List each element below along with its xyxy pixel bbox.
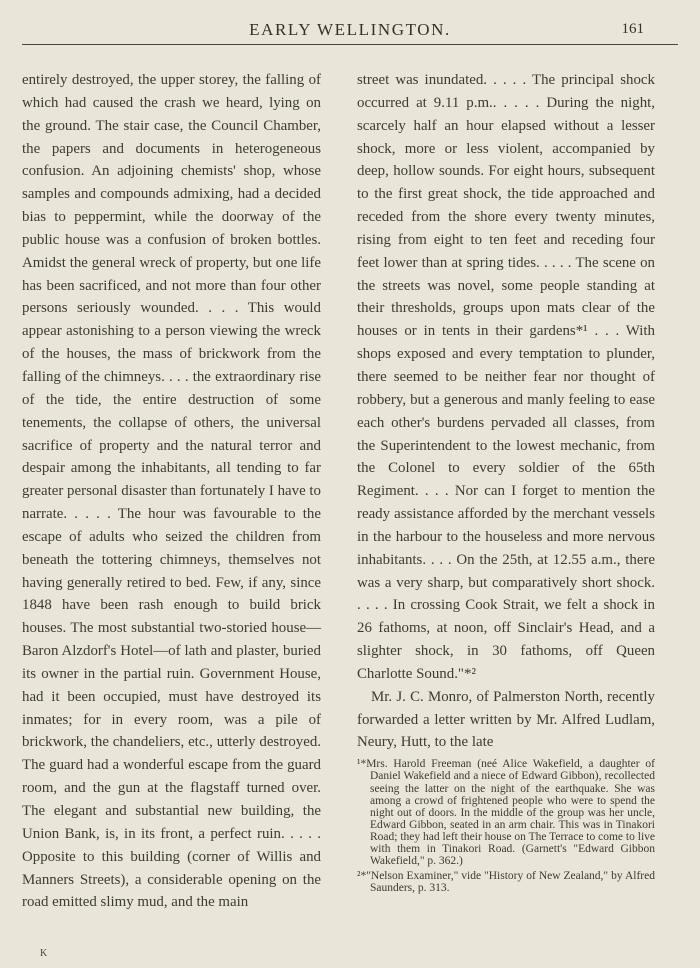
right-paragraph-1: street was inundated. . . . . The principal shock occurred at 9.11 p.m.. . . . . During the night, scarcely half an hour elapsed without a lesser shock, more or less violent, accompanied by deep, hollow sounds. For eight hours, subsequent to the first great shock, the tide approached and receded from the shore every twenty minutes, rising from eight to ten feet and receding four feet lower than at spring tides. . . . . The scene on the streets was novel, some people standing at their thresholds, groups upon mats clear of the houses or in tents in their gardens*¹ . . . With shops exposed and every temptation to plunder, there seemed to be neither fear nor thought of robbery, but a generous and manly feeling to ease each other's burdens pervaded all classes, from the Superintendent to the lowest mechanic, from the Colonel to every soldier of the 65th Regiment. . . . Nor can I forget to mention the ready assistance afforded by the merchant vessels in the harbour to the houseless and more nervous inhabitants. . . . On the 25th, at 12.55 a.m., there was a very sharp, but comparatively short shock. . . . . In crossing Cook Strait, we felt a shock in 26 fathoms, at noon, off Sinclair's Head, and a slighter shock, in 30 fathoms, off Queen Charlotte Sound."*² [357, 72, 655, 682]
page-number: 161 [621, 21, 644, 37]
signature-mark: K [40, 948, 48, 959]
left-column [22, 69, 321, 914]
running-head: EARLY WELLINGTON. [249, 20, 451, 39]
footnote-2: ²*"Nelson Examiner," vide "History of New Zealand," by Alfred Saunders, p. 313. [357, 870, 655, 895]
left-column-text: entirely destroyed, the upper storey, the falling of which had caused the crash we heard, lying on the ground. The stair case, the Council Chamber, the papers and documents in heterogeneous confusion. An adjoining chemists' shop, whose samples and compounds admixing, had a decided bias to peppermint, while the doorway of the public house was a confusion of broken bottles. Amidst the general wreck of property, but one life has been sacrificed, and not more than four other persons seriously wounded. . . . This would appear astonishing to a person viewing the wreck of the houses, the mass of brickwork from the falling of the chimneys. . . . the extraordinary rise of the tide, the entire destruction of some tenements, the collapse of others, the universal sacrifice of property and the natural terror and despair among the inhabitants, all tending to far greater personal disaster than fortunately I have to narrate. . . . . The hour was favourable to the escape of adults who seized the children from beneath the tottering chimneys, themselves not having generally retired to bed. Few, if any, since 1848 have been rash enough to build brick houses. The most substantial two-storied house—Baron Alzdorf's Hotel—of lath and plaster, buried its owner in the partial ruin. Government House, had it been occupied, must have destroyed its inmates; for in every room, was a pile of brickwork, the chandeliers, etc., utterly destroyed. The guard had a wonderful escape from the guard room, and the gun at the flagstaff turned over. The elegant and substantial new building, the Union Bank, is, in its front, a perfect ruin. . . . . Opposite to this building (corner of Willis and Manners Streets), a considerable opening on the road emitted slimy mud, and the main [22, 72, 321, 911]
header-rule [22, 44, 678, 45]
footnote-1: ¹*Mrs. Harold Freeman (neé Alice Wakefield, a daughter of Daniel Wakefield and a niece of Edward Gibbon), recollected seeing the latter on the night of the earthquake. She was among a crowd of frightened people who were to spend the night out of doors. In the middle of the group was her uncle, Edward Gibbon, seated in an arm chair. This was in Tinakori Road; they had left their house on The Terrace to come to live with them in Tinakori Road. (Garnett's "Edward Gibbon Wakefield," p. 362.) [357, 758, 655, 868]
footnotes [357, 758, 655, 894]
right-paragraph-2: Mr. J. C. Monro, of Palmerston North, recently forwarded a letter written by Mr. Alfred Ludlam, Neury, Hutt, to the late [357, 688, 655, 751]
right-column [357, 69, 655, 897]
